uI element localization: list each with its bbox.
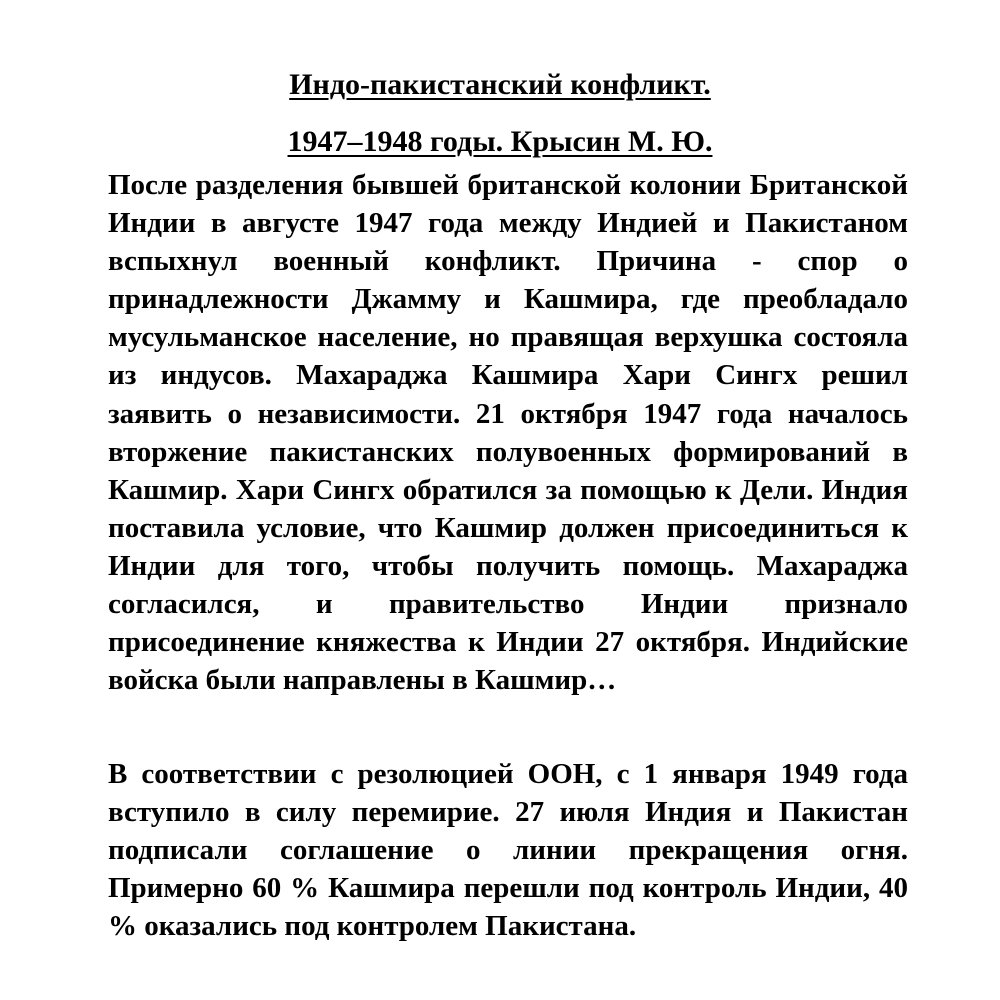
document-title	[0, 56, 1000, 170]
paragraph-2: В соответствии с резолюцией ООН, с 1 января 1949 года вступило в силу перемирие. 27 июля Индия и Пакистан подписали соглашение о линии прекращения огня. Примерно 60 % Кашмира перешли под контроль Индии, 40 % оказались под контролем Пакистана.	[108, 758, 908, 943]
paragraph-1: После разделения бывшей британской колонии Британской Индии в августе 1947 года между Индией и Пакистаном вспыхнул военный конфликт. Причина - спор о принадлежности Джамму и Кашмира, где преобладало мусульманское население, но правящая верхушка состояла из индусов. Махараджа Кашмира Хари Сингх решил заявить о независимости. 21 октября 1947 года началось вторжение пакистанских полувоенных формирований в Кашмир. Хари Сингх обратился за помощью к Дели. Индия поставила условие, что Кашмир должен присоединиться к Индии для того, чтобы получить помощь. Махараджа согласился, и правительство Индии признало присоединение княжества к Индии 27 октября. Индийские войска были направлены в Кашмир…	[108, 169, 908, 697]
title-line-1	[0, 56, 1000, 113]
title-line-2	[0, 113, 1000, 170]
title-line-1-text: Индо-пакистанский конфликт.	[289, 68, 711, 101]
title-line-2-text: 1947–1948 годы. Крысин М. Ю.	[287, 125, 713, 158]
